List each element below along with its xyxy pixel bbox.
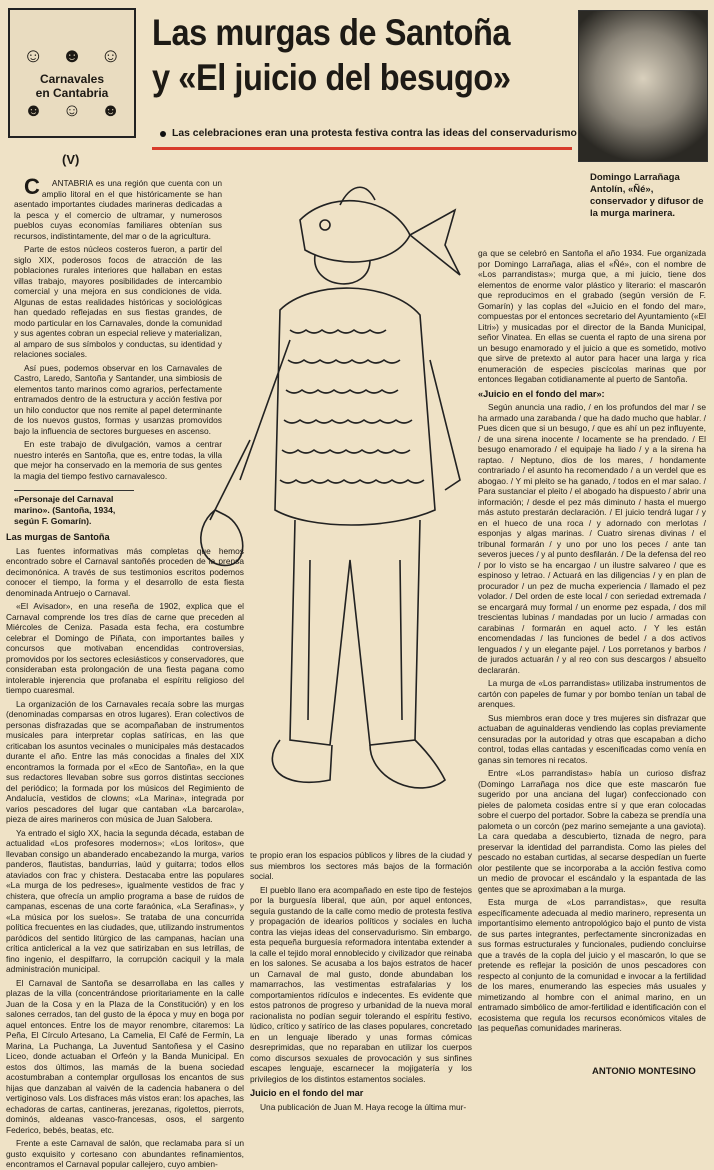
- carnival-figures-bottom: [14, 100, 130, 132]
- subheadline: Las celebraciones eran una protesta festiva contra las ideas del conservadurismo: [160, 128, 580, 139]
- photo-caption: Domingo Larrañaga Antolín, «Ñé», conservador y difusor de la murga marinera.: [590, 172, 704, 219]
- author-byline: ANTONIO MONTESINO: [592, 1066, 696, 1077]
- right-column: [478, 248, 706, 1063]
- carnival-figure-illustration: [220, 180, 480, 830]
- series-label: Carnavales en Cantabria: [35, 72, 109, 100]
- section-heading: Juicio en el fondo del mar: [250, 1088, 364, 1098]
- paragraph: Entre «Los parrandistas» había un curioso disfraz (Domingo Larrañaga nos dice que este mascarón fue sugerido por una anciana del lugar) confeccionado con pieles de palometa cosidas entre sí y que eran colocadas sobre el cuerpo del portador. Sobre la cabeza se prendía una palometa o un corcón (pez marino semejante a una gaviota). La cara quedaba a descubierto, tiznada de negro, para preservar la identidad del parrandista. Como las pieles del pescado no estaban curtidas, al secarse despedían un fuerte olor pestilente que se incorporaba a la acción festiva como un medio de provocar el escándalo y la espantada de las gentes que se aproximaban a la murga.: [478, 768, 706, 894]
- carnival-figures-top: [14, 14, 130, 68]
- paragraph: El Carnaval de Santoña se desarrollaba en las calles y plazas de la villa (concentrándose prioritariamente en la calle Juan de la Cosa y en la Plaza de la Constitución) y en los salones cerrados, tan del gusto de la época y muy en boga por aquel entonces. Entre los de mayor renombre, citaremos: La Peña, El Círculo Artesano, La Camelia, El Café de Fermín, La Marina, La Puchanga, La Juventud Santoñesa y el Casino Liceo, donde actuaban el Orfeón y la Banda Municipal. En estos dos últimos, las mamás de la buena sociedad acostumbraban a contemplar orgullosas los encantos de sus hijas que danzaban al vaivén de la cadencia habanera o del vertiginoso vals. Los disfraces más vistos eran: los apaches, las echadoras de cartas, cantineras, jerezanas, rigolettos, pierrots, dominós, aldeanas vasco-francesas, osos, el sargento Federico, bebés, beatas, etc.: [6, 977, 244, 1135]
- mask-icon: ☻: [61, 45, 83, 67]
- mask-icon: ☺: [23, 45, 44, 67]
- paragraph: El pueblo llano era acompañado en este tipo de festejos por la burguesía liberal, que aún, por aquel entonces, seguía gustando de la calle como medio de protesta festiva y propagación de idearios políticos y sociales en lucha contra las viejas ideas del conservadurismo. Sin embargo, esta pequeña burguesía reformadora intentaba extender a la calle el tejido moral ennoblecido y civilizador que reinaba en los salones. Se acusaba a los bajos estratos de hacer un Carnaval de mal gusto, donde abundaban los mamarrachos, las vestimentas estrafalarias y los comportamientos ridículos e indecentes. Es evidente que estos patronos de progreso y urbanidad de la nueva moral racionalista no podían seguir tolerando el espíritu festivo, lúdico, crítico y satírico de las clases populares, concretado en un lenguaje liberado y unas formas cómicas desreprimidas, que no reparaban en utilizar los cuerpos como discursos sexuales de provocación y sus sinfines escapes lenguaje, escarnecer la mojigatería y los privilegios de los distintos estamentos sociales.: [250, 884, 472, 1084]
- paragraph: Así pues, podemos observar en los Carnavales de Castro, Laredo, Santoña y Santander, una simbiosis de elementos tanto marinos como agrarios, perfectamente entramados dentro de la estructura y acción festiva por un hilo conductor que nos remite al papel determinante de los nuevos gustos, formas y usanzas promovidos bajo la influencia de sectores burgueses en ascenso.: [14, 362, 222, 436]
- series-number: (V): [62, 152, 80, 167]
- intro-column: [14, 174, 222, 481]
- mask-icon: ☻: [101, 100, 121, 120]
- mask-icon: ☺: [62, 100, 82, 120]
- paragraph: Ya entrado el siglo XX, hacia la segunda década, estaban de actualidad «Los profesores modernos»; «Los loritos», que llevaban consigo un abanderado encabezando la murga, varios panderos, flautistas, bandurrias, laúd y guitarra; todos ellos ataviados con frac y chistera. Destacaba entre las populares «La murga de los pedreses», igualmente vestidos de frac y chistera, que ofrecía un amplio programa a base de ruidos de campanas, escenas de una corte faraónica, «La Serafinas», y «La música por los suelos». Se trataba de una concurrida política frecuentes en las ciudades, que, utilizando instrumentos paródicos del sentido litúrgico de las campanas, hacían una crítica anticlerical a la vez que satirizaban en sus letrillas, de fino ingenio, el despilfarro, la corrupción caciquil y la mala administración municipal.: [6, 827, 244, 974]
- paragraph: La organización de los Carnavales recaía sobre las murgas (denominadas comparsas en otros lugares). Eran colectivos de personas disfrazadas que se acompañaban de instrumentos musicales para interpretar coplas satíricas, en las que criticaban los asuntos vecinales o municipales más destacados durante el año. Entre las más conocidas a finales del XIX encontramos la formada por el «Eco de Santoña», en la que sus redactores llevaban sobre sus gorros distintas secciones del periódico; la formada por los músicos del Regimiento de Andalucía, vestidos de clowns; «La Marina», integrada por varios pescadores del lugar que cantaban «La barcarola», pieza de aires marineros con música de Juan Salobera.: [6, 698, 244, 824]
- mask-icon: ☺: [100, 45, 121, 67]
- paragraph: Una publicación de Juan M. Haya recoge la última mur-: [260, 1101, 467, 1112]
- section-murgas-column: [6, 528, 244, 1169]
- paragraph: Según anuncia una radio, / en los profundos del mar / se ha armado una zarabanda / que ha dado mucho que hablar. / Pues dicen que si un besugo, / que es ahí un pez influyente, / de una sirena inocente / locamente se ha prendado. / El besugo enamorado / el equipaje ha liado / y a la sirena ha raptao. / Neptuno, dios de los mares, / hondamente contrariado / el asunto ha recomendado / a un verdel que es abogao. / Y mi pleito se ha ganado, / todos en el mar salao. / Para sustanciar el pleito / el abogado ha dispuesto / abrir una información; / desde el pez más diminuto / hasta el muergo más astuto prestarán declaración. / El juicio tendrá lugar / y en el hueco de una roca / y adornado con merlotas / esponjas y algas marinas. / Cuatro sirenas divinas / el tribunal formarán / y uno por uno los peces / ante tan severos jueces / y al punto desfilarán. / De la defensa del reo / por lo visto se ha encargao / un ilustre salvareo / que es espinoso y letrao. / Actuará en las diligencias / y en plan de procurador / un pez de mucha experiencia / llamado el pez volador. / Del orden de este local / con seriedad extremada / se encargará muy formal / un enorme pez espada, / dos mil trescientas lubinas / mandadas por un lucio / armadas con carabinas / formarán en aquel acto. / Y les están encomendadas / las funciones de bedel / a dos activos lenguados / y un elegante pajel. / Los porretanos y barbos / de jurados actuarán / y al reo con sus descargos / absuelto declararán.: [478, 402, 706, 675]
- paragraph: La murga de «Los parrandistas» utilizaba instrumentos de cartón con papeles de fumar y por bombo tenían un tabal de arenques.: [478, 678, 706, 709]
- fish-mask-icon: [300, 201, 410, 262]
- paragraph: te propio eran los espacios públicos y libres de la ciudad y sus miembros los sectores más bajos de la formación social.: [250, 850, 472, 881]
- portrait-photo: [578, 10, 708, 162]
- middle-column: [250, 850, 472, 1112]
- paragraph: Sus miembros eran doce y tres mujeres sin disfrazar que actuaban de aguinalderas vendiendo las coplas previamente censuradas por la autoridad y otras que escapaban a dicho control, todas ellas cantadas y escenificadas como venía en ganas sin temores ni recatos.: [478, 712, 706, 765]
- paragraph: Las fuentes informativas más completas que hemos encontrado sobre el Carnaval santoñés proceden de la prensa decimonónica. A través de sus testimonios escritos podemos conocer el tiempo, la forma y el desarrollo de esta fiesta denominada Antruejo o Carnaval.: [6, 545, 244, 598]
- paragraph: Frente a este Carnaval de salón, que reclamaba para sí un gusto exquisito y cortesano con abundantes refinamientos, encontramos el Carnaval popular callejero, cuyo ambien-: [6, 1138, 244, 1169]
- red-divider: [152, 147, 572, 150]
- bullet-icon: [160, 131, 166, 137]
- paragraph: CANTABRIA es una región que cuenta con un amplio litoral en el que históricamente se han asentado importantes ciudades marineras dedicadas a la pesca y el comercio de ultramar, y numerosos pueblos cuyas economías familiares obtenían sus recursos, indistintamente, del mar o de la agricultura.: [14, 174, 222, 241]
- paragraph: En este trabajo de divulgación, vamos a centrar nuestro interés en Santoña, que es, entre todas, la villa que mejor ha conservado en la memoria de sus gentes la magia del tiempo festivo carnavalesco.: [14, 439, 222, 481]
- paragraph: Esta murga de «Los parrandistas», que resulta específicamente adecuada al medio marinero, representa un importantísimo elemento antropológico bajo el punto de vista de sus partes integrantes, perfectamente sincronizadas en sus formas estructurales y funcionales, pudiendo concluirse que a través de la copla del juicio y el mascarón, lo que se pretende es reflejar la posición de unos pescadores con respecto al conjunto de la comunidad e invocar a la fertilidad de los mares, enumerando las especies más usuales y mimetizando al hombre con el animal marino, en un entramado simbólico de amor-fertilidad e identificación con el ecosistema que regula los recursos económicos vitales de las pequeñas comunidades marineras.: [478, 897, 706, 1033]
- illustration-caption: «Personaje del Carnaval marino». (Santoña, 1934, según F. Gomarín).: [14, 490, 134, 527]
- section-heading: Las murgas de Santoña: [6, 532, 110, 542]
- headline: Las murgas de Santoña y «El juicio del besugo»: [152, 12, 511, 98]
- series-box: [8, 8, 136, 138]
- mask-icon: ☻: [23, 100, 43, 120]
- paragraph: «El Avisador», en una reseña de 1902, explica que el Carnaval comprende los tres días de carne que preceden al Miércoles de Ceniza. Pasada esta fecha, era costumbre celebrar el Domingo de Piñata, con importantes bailes y concursos que motivaban encendidas controversias, promovidos por los sectores eclesiásticos y conservadores, que consideraban esta prolongación de una fiesta pagana como intolerable injerencia que profanaba el espíritu religioso del tiempo cuaresmal.: [6, 601, 244, 695]
- section-heading: «Juicio en el fondo del mar»:: [478, 388, 605, 399]
- paragraph: Parte de estos núcleos costeros fueron, a partir del siglo XIX, poderosos focos de atracción de las poblaciones rurales interiores que hallaban en estas villas trabajo, mayores posibilidades de intercambio comercial y una mejora en sus condiciones de vida. Algunas de estas realidades históricas y sociológicas han quedado reflejadas en sus fiestas grandes, de modo particular en los Carnavales, donde la comunidad y sus agentes cobran un especial relieve y materializan, al amparo de sus símbolos y conductas, su identidad y relaciones sociales.: [14, 244, 222, 359]
- paragraph: ga que se celebró en Santoña el año 1934. Fue organizada por Domingo Larrañaga, alias el «Ñé», con el nombre de «Los parrandistas»; murga que, a mi juicio, tiene dos elementos de enorme valor plástico y literario: el mascarón que reproducimos en el grabado (según versión de F. Gomarín) y las coplas del «Juicio en el fondo del mar», compuestas por el entonces secretario del Ayuntamiento («El Litri») y musicadas por el director de la Banda Municipal, señor Vinatea. En ellas se cuenta el rapto de una sirena por un besugo enamorado y el juicio a que es sometido, motivo que sirve de pretexto al autor para hacer una larga y rica enumeración de especies piscícolas marinas que por entonces llegaban cotidianamente al puerto de Santoña.: [478, 248, 706, 384]
